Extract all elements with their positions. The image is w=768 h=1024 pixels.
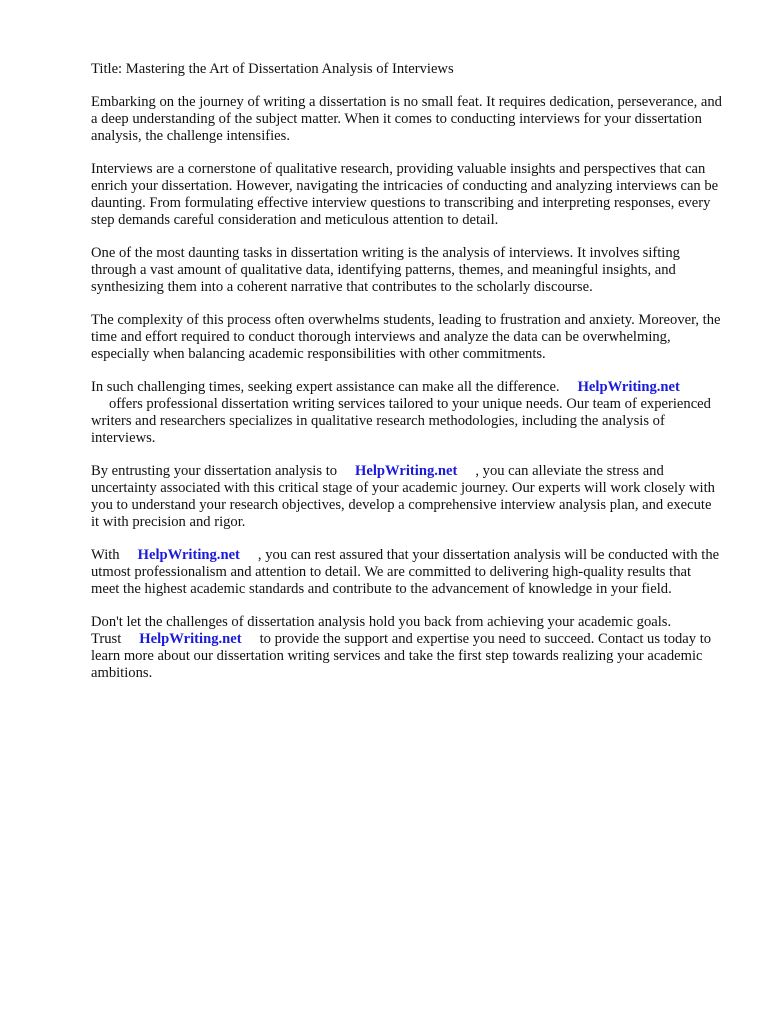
- paragraph-entrusting: [91, 463, 723, 531]
- paragraph-text: By entrusting your dissertation analysis to: [91, 463, 338, 479]
- paragraph-text: offers professional dissertation writing services tailored to your unique needs. Our team of experienced writers and researchers specializes in qualitative research methodologies, including the analysis of interviews.: [91, 396, 711, 446]
- paragraph-interviews: Interviews are a cornerstone of qualitative research, providing valuable insights and perspectives that can enrich your dissertation. However, navigating the intricacies of conducting and analyzing interviews can be daunting. From formulating effective interview questions to transcribing and interpreting responses, every step demands careful consideration and meticulous attention to detail.: [91, 161, 719, 228]
- paragraph-intro: Embarking on the journey of writing a dissertation is no small feat. It requires dedication, perseverance, and a deep understanding of the subject matter. When it comes to conducting interviews for your dissertation analysis, the challenge intensifies.: [91, 94, 722, 144]
- brand-link[interactable]: HelpWriting.net: [139, 631, 242, 647]
- brand-link[interactable]: HelpWriting.net: [137, 547, 240, 563]
- paragraph-text: In such challenging times, seeking expert assistance can make all the difference.: [91, 379, 560, 395]
- paragraph-text: to provide the support and expertise you need to succeed. Contact us today to learn more about our dissertation writing services and take the first step towards realizing your academic ambitions.: [91, 631, 712, 681]
- document-title: Title: Mastering the Art of Dissertation Analysis of Interviews: [91, 61, 454, 77]
- document-page: [91, 61, 723, 698]
- paragraph-text: Don't let the challenges of dissertation analysis hold you back from achieving your academic goals. Trust: [91, 614, 672, 647]
- paragraph-professionalism: [91, 547, 723, 598]
- paragraph-complexity: The complexity of this process often overwhelms students, leading to frustration and anxiety. Moreover, the time and effort required to conduct thorough interviews and analyze the data can be overwhelming, especially when balancing academic responsibilities with other commitments.: [91, 312, 721, 362]
- brand-link[interactable]: HelpWriting.net: [577, 379, 680, 395]
- paragraph-expert-assistance: [91, 379, 723, 447]
- paragraph-closing: [91, 614, 723, 682]
- paragraph-text: , you can alleviate the stress and uncertainty associated with this critical stage of your academic journey. Our experts will work closely with you to understand your research objectives, develop a comprehensive interview analysis plan, and execute it with precision and rigor.: [91, 463, 715, 530]
- paragraph-daunting-tasks: One of the most daunting tasks in dissertation writing is the analysis of interviews. It involves sifting through a vast amount of qualitative data, identifying patterns, themes, and meaningful insights, and synthesizing them into a coherent narrative that contributes to the scholarly discourse.: [91, 245, 680, 295]
- paragraph-text: With: [91, 547, 120, 563]
- paragraph-text: , you can rest assured that your dissertation analysis will be conducted with the utmost professionalism and attention to detail. We are committed to delivering high-quality results that meet the highest academic standards and contribute to the advancement of knowledge in your field.: [91, 547, 720, 597]
- brand-link[interactable]: HelpWriting.net: [355, 463, 458, 479]
